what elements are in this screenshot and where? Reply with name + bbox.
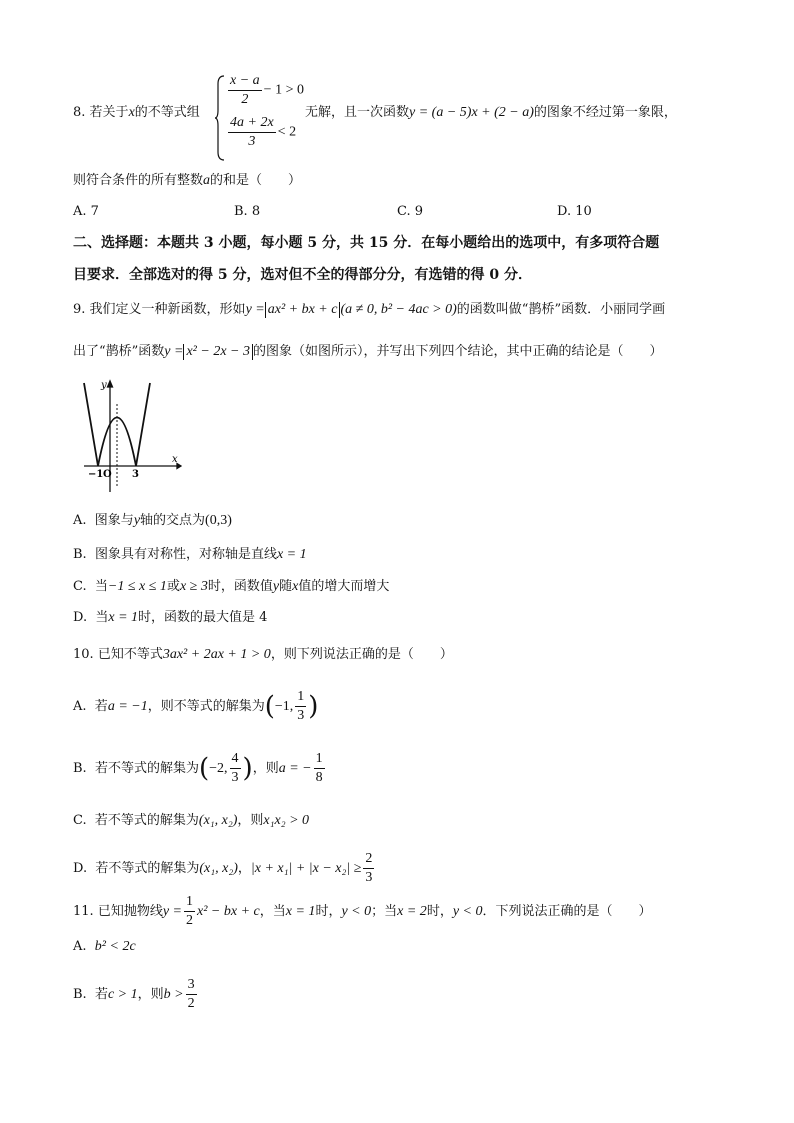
q8-line1: 8. 若关于x的不等式组 (73, 105, 200, 120)
section2-heading-line1: 二、选择题：本题共 3 小题，每小题 5 分，共 15 分．在每小题给出的选项中，有多项符合题 (73, 235, 660, 251)
q11-option-a[interactable]: A. b² < 2c (73, 939, 136, 954)
q9-option-a[interactable]: A. 图象与y轴的交点为(0,3) (73, 513, 232, 528)
section2-heading-line2: 目要求．全部选对的得 5 分，选对但不全的得部分分，有选错的得 0 分． (73, 267, 532, 283)
q11-option-b[interactable]: B. 若c > 1，则b > $\frac{3}{2}$ (73, 977, 195, 1011)
graph-y-label: y (101, 380, 107, 391)
q8-option-b[interactable]: B. 8 (234, 204, 261, 219)
q8-function: y = (a − 5)x + (2 − a) (409, 105, 534, 120)
q9-option-d[interactable]: D. 当x = 1时，函数的最大值是 4 (73, 610, 268, 625)
q8-option-d[interactable]: D. 10 (557, 204, 592, 219)
q10-option-a[interactable]: A. 若a = −1，则不等式的解集为(−1, $\frac{1}{3}$ ) (73, 689, 319, 723)
q9-line1: 9. 我们定义一种新函数，形如y = ax² + bx + c (a ≠ 0, b² − 4ac > 0)的函数叫做“鹊桥”函数．小丽同学画 (73, 302, 666, 317)
q8-line1-cont: 无解，且一次函数y = (a − 5)x + (2 − a)的图象不经过第一象限， (305, 105, 677, 120)
q10-number: 10. (73, 647, 94, 662)
q9-example-abs: x² − 2x − 3 (183, 344, 253, 360)
q9-option-b[interactable]: B. 图象具有对称性，对称轴是直线x = 1 (73, 547, 307, 562)
graph-tick-3: 3 (132, 469, 139, 480)
graph-y-arrow (108, 381, 113, 387)
q10-option-c[interactable]: C. 若不等式的解集为(x₁, x₂)，则x₁x₂ > 0 (73, 813, 310, 828)
graph-x-label: x (172, 454, 178, 465)
q9-option-c[interactable]: C. 当−1 ≤ x ≤ 1或x ≥ 3时，函数值y随x值的增大而增大 (73, 579, 390, 594)
q8-option-a[interactable]: A. 7 (73, 204, 99, 219)
q8-system-row2: $\frac{4a + 2x}{3}$ < 2 (230, 115, 297, 149)
q9-line2: 出了“鹊桥”函数y = x² − 2x − 3 的图象（如图所示），并写出下列四个结论，其中正确的结论是（ ） (73, 344, 663, 359)
q8-line2: 则符合条件的所有整数a的和是（ ） (73, 173, 302, 188)
q8-option-c[interactable]: C. 9 (397, 204, 424, 219)
q9-number: 9. (73, 302, 86, 317)
q9-definition-abs: ax² + bx + c (265, 302, 341, 318)
q8-system-brace (214, 74, 226, 162)
q10-option-d[interactable]: D. 若不等式的解集为(x₁, x₂)，|x + x₁| + |x − x₂| ≥ $\frac{2}{3}$ (73, 851, 373, 885)
graph-origin: O (103, 469, 112, 480)
q9-function-graph (80, 378, 182, 496)
graph-tick-neg1: −1 (88, 469, 104, 480)
q8-system-row1: $\frac{x - a}{2}$ − 1 > 0 (230, 73, 304, 107)
q11-number: 11. (73, 904, 94, 919)
q10-stem: 10. 已知不等式3ax² + 2ax + 1 > 0，则下列说法正确的是（ ） (73, 647, 453, 662)
q8-number: 8. (73, 105, 86, 120)
q11-stem: 11. 已知抛物线y = $\frac{1}{2}$ x² − bx + c，当x = 1时，y < 0；当x = 2时，y < 0．下列说法正确的是（ ） (73, 894, 652, 928)
q10-option-b[interactable]: B. 若不等式的解集为(−2, $\frac{4}{3}$ )，则a = − $\frac{1}{8}$ (73, 751, 323, 785)
